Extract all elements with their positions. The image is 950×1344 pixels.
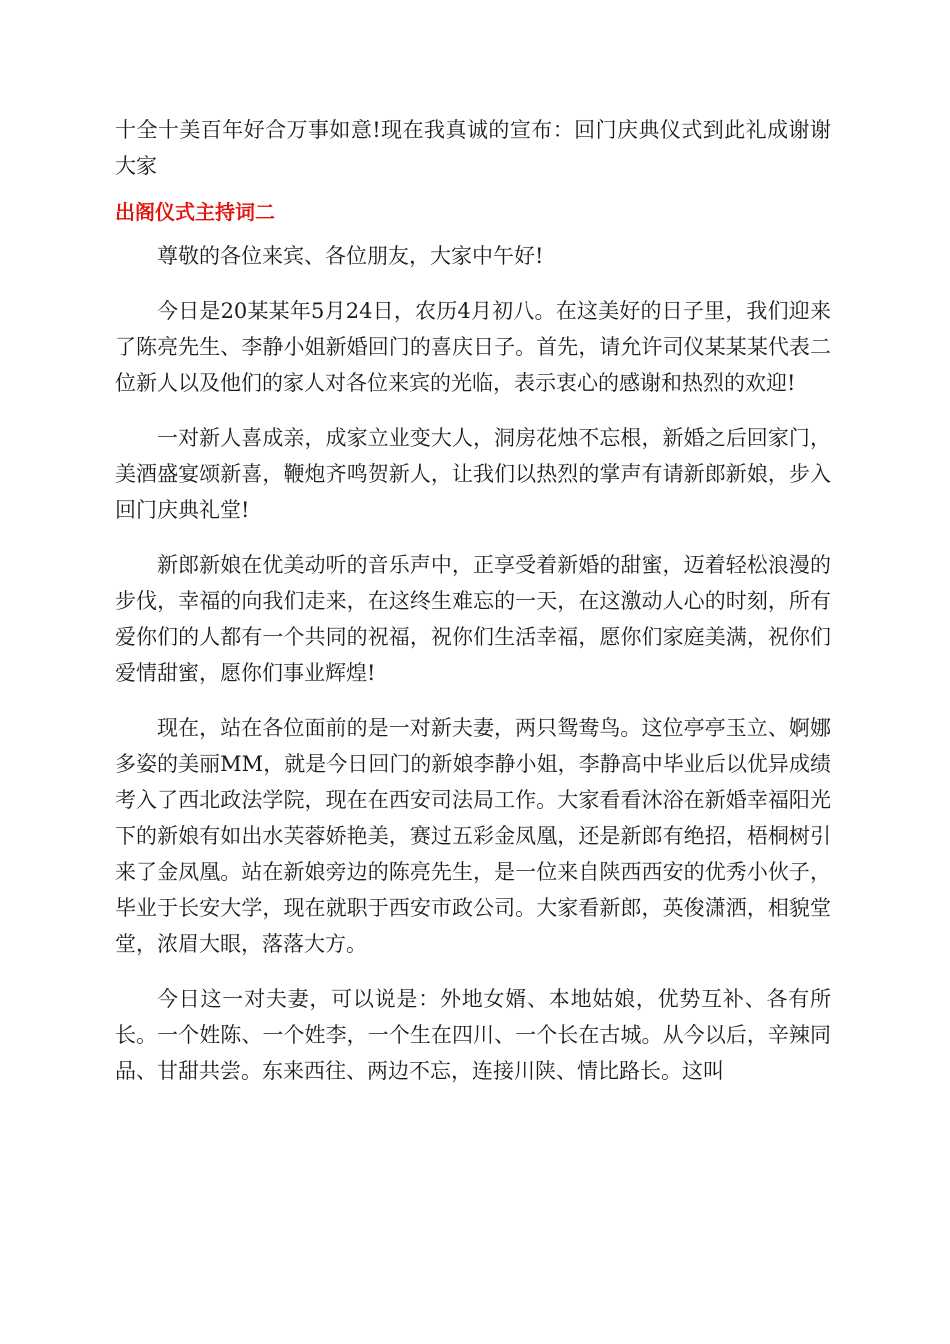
- greeting-paragraph: 尊敬的各位来宾、各位朋友，大家中午好!: [157, 244, 544, 268]
- date-paragraph: 今日是20某某年5月24日，农历4月初八。在这美好的日子里，我们迎来了陈亮先生、李静小姐新婚回门的喜庆日子。首先，请允许司仪某某某代表二位新人以及他们的家人对各位来宾的光临，表示衷心的感谢和热烈的欢迎!: [115, 299, 831, 395]
- closing-paragraph: 十全十美百年好合万事如意!现在我真诚的宣布：回门庆典仪式到此礼成谢谢大家: [115, 118, 831, 178]
- introduction-paragraph: 现在，站在各位面前的是一对新夫妻，两只鸳鸯鸟。这位亭亭玉立、婀娜多姿的美丽MM，就是今日回门的新娘李静小姐，李静高中毕业后以优异成绩考入了西北政法学院，现在在西安司法局工作。大家看看沐浴在新婚幸福阳光下的新娘有如出水芙蓉娇艳美，赛过五彩金凤凰，还是新郎有绝招，梧桐树引来了金凤凰。站在新娘旁边的陈亮先生，是一位来自陕西西安的优秀小伙子，毕业于长安大学，现在就职于西安市政公司。大家看新郎，英俊潇洒，相貌堂堂，浓眉大眼，落落大方。: [115, 716, 831, 956]
- section-heading: 出阁仪式主持词二: [115, 200, 275, 224]
- couple-paragraph: 今日这一对夫妻，可以说是：外地女婿、本地姑娘，优势互补、各有所长。一个姓陈、一个姓李，一个生在四川、一个长在古城。从今以后，辛辣同品、甘甜共尝。东来西往、两边不忘，连接川陕、情比路长。这叫: [115, 987, 831, 1083]
- entrance-paragraph: 一对新人喜成亲，成家立业变大人，洞房花烛不忘根，新婚之后回家门，美酒盛宴颂新喜，鞭炮齐鸣贺新人，让我们以热烈的掌声有请新郎新娘，步入回门庆典礼堂!: [115, 426, 831, 522]
- blessing-paragraph: 新郎新娘在优美动听的音乐声中，正享受着新婚的甜蜜，迈着轻松浪漫的步伐，幸福的向我们走来，在这终生难忘的一天，在这激动人心的时刻，所有爱你们的人都有一个共同的祝福，祝你们生活幸福，愿你们家庭美满，祝你们爱情甜蜜，愿你们事业辉煌!: [115, 553, 831, 685]
- document-body: [115, 112, 831, 1108]
